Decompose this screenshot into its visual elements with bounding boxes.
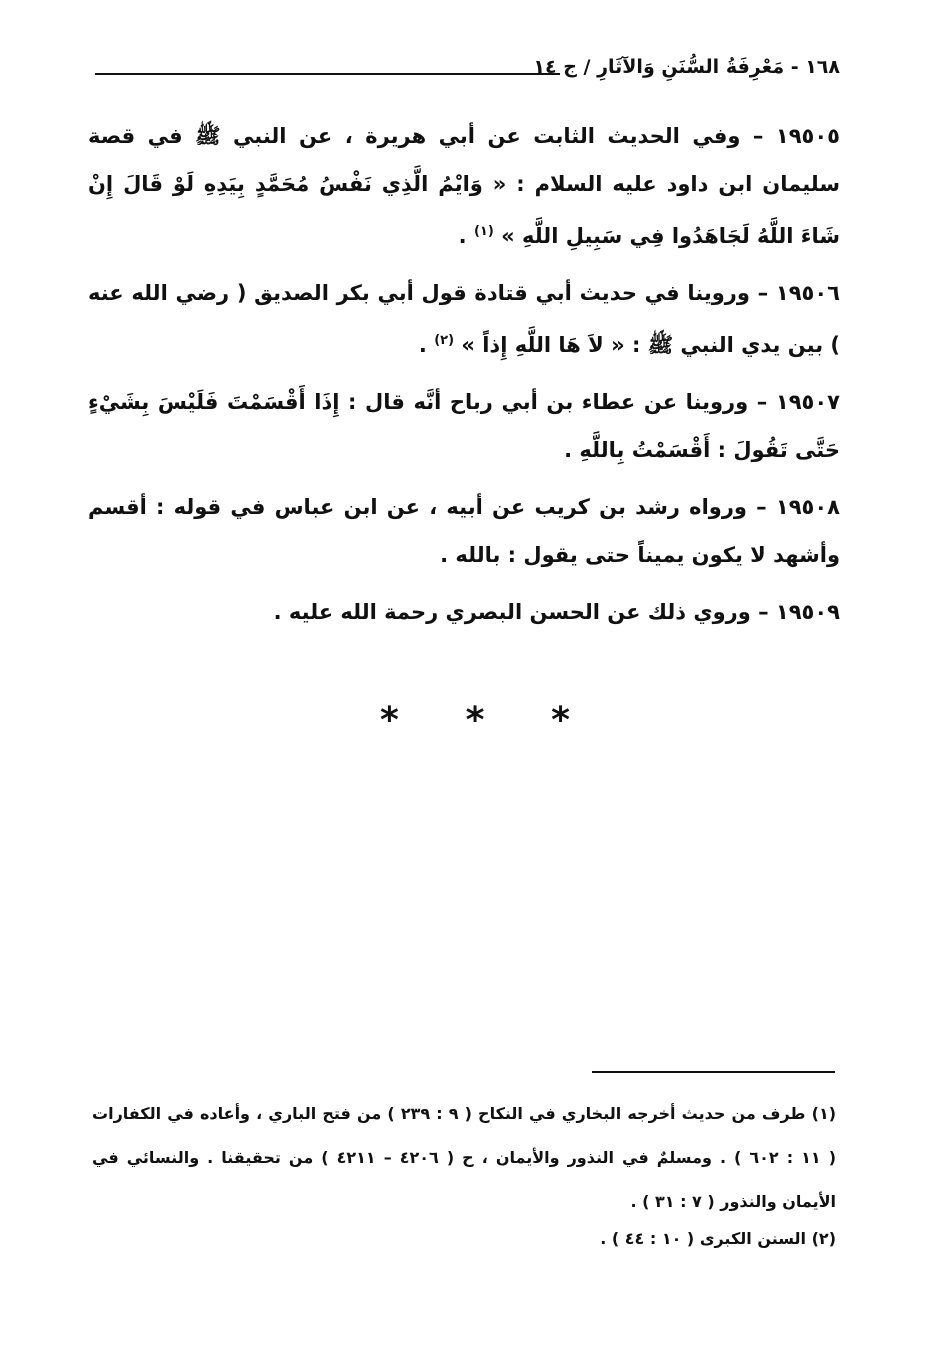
paragraph-number: ١٩٥٠٥ [775,124,840,148]
paragraph-19506 [88,269,840,369]
paragraph-text: – وفي الحديث الثابت عن أبي هريرة ، عن النبي ﷺ في قصة سليمان ابن داود عليه السلام : « وَايْمُ الَّذِي نَفْسُ مُحَمَّدٍ بِيَدِهِ لَوْ قَالَ إِنْ شَاءَ اللَّهُ لَجَاهَدُوا فِي سَبِيلِ اللَّهِ » [88,124,840,248]
paragraph-end: . [418,333,435,357]
footnote-2: (٢) السنن الكبرى ( ١٠ : ٤٤ ) . [600,1229,836,1248]
page-header [95,48,840,88]
paragraph-text: – وروي ذلك عن الحسن البصري رحمة الله عليه . [273,600,776,624]
footnotes [92,1092,836,1254]
footnote-marker: (٢) [434,333,455,348]
separator-star: * [551,700,570,741]
paragraph-number: ١٩٥٠٦ [775,281,840,305]
footnote-rule [592,1071,835,1073]
paragraph-number: ١٩٥٠٧ [775,390,840,414]
paragraph-19508 [88,483,840,579]
paragraph-number: ١٩٥٠٩ [775,600,840,624]
paragraph-19507 [88,378,840,474]
paragraph-19509 [88,588,840,636]
main-text [88,112,840,645]
footnote-1: (١) طرف من حديث أخرجه البخاري في النكاح ( ٩ : ٢٣٩ ) من فتح الباري ، وأعاده في الكفارات ( ١١ : ٦٠٢ ) . ومسلمٌ في النذور والأيمان ، ح ( ٤٢٠٦ – ٤٢١١ ) من تحقيقنا . والنسائي في الأيمان والنذور ( ٧ : ٣١ ) . [92,1104,837,1211]
paragraph-number: ١٩٥٠٨ [775,495,840,519]
paragraph-text: – وروينا عن عطاء بن أبي رباح أنَّه قال : إِذَا أَقْسَمْتَ فَلَيْسَ بِشَيْءٍ حَتَّى تَقُولَ : أَقْسَمْتُ بِاللَّهِ . [88,390,840,462]
paragraph-end: . [458,224,474,248]
paragraph-text: – ورواه رشد بن كريب عن أبيه ، عن ابن عباس في قوله : أقسم وأشهد لا يكون يميناً حتى يقول : بالله . [88,495,840,567]
section-separator [380,700,570,741]
paragraph-19505 [88,112,840,260]
header-rule [95,73,560,75]
separator-star: * [380,700,399,741]
running-header-title: ١٦٨ - مَعْرِفَةُ السُّنَنِ وَالآثَارِ / ج ١٤ [533,56,840,78]
separator-star: * [465,700,485,741]
paragraph-text: – وروينا في حديث أبي قتادة قول أبي بكر الصديق ( رضي الله عنه ) بين يدي النبي ﷺ : « لاَ هَا اللَّهِ إِذاً » [88,281,840,357]
footnote-marker: (١) [473,224,494,239]
